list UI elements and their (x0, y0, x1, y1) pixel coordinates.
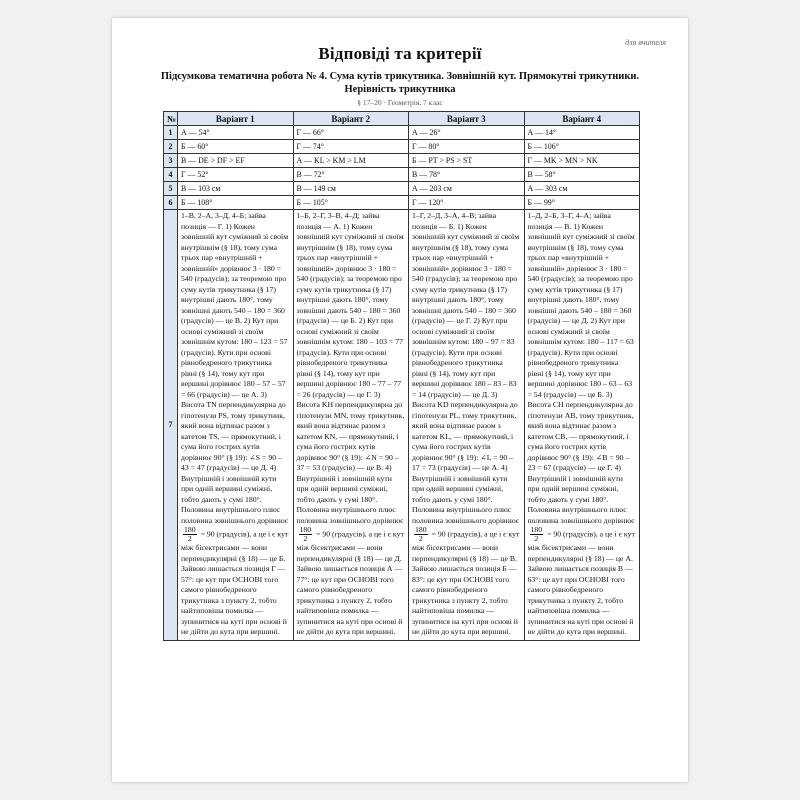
task-number: 2 (164, 140, 178, 154)
table-row (164, 140, 640, 154)
audience-label: для вчителя (625, 38, 666, 47)
answer-cell: Г — 66° (293, 126, 409, 140)
task-number: 7 (164, 210, 178, 641)
answer-cell: Б — 106° (524, 140, 640, 154)
answers-table (163, 111, 640, 641)
answer-cell: Г — 74° (293, 140, 409, 154)
answer-cell: Г — 120° (409, 196, 525, 210)
fraction-numerator: 180 (299, 525, 312, 534)
answer-cell: В — 58° (524, 168, 640, 182)
answer-sheet-page (112, 18, 688, 782)
answer-cell: А — 26° (409, 126, 525, 140)
task-number: 5 (164, 182, 178, 196)
answer-cell: А — 203 см (409, 182, 525, 196)
answer-cell: В — 78° (409, 168, 525, 182)
answer-cell: Б — 108° (178, 196, 294, 210)
column-header-variant-3: Варіант 3 (409, 112, 525, 126)
explanation-cell-variant-3 (409, 210, 525, 641)
answer-cell: Б — PT > PS > ST (409, 154, 525, 168)
answer-cell: В — 103 см (178, 182, 294, 196)
task-number: 3 (164, 154, 178, 168)
column-header-variant-4: Варіант 4 (524, 112, 640, 126)
table-row (164, 126, 640, 140)
explanation-text: 1–Б, 2–Г, 3–В, 4–Д; зайва позиція — А. 1) Кожен зовнішній кут суміжний зі своїм внутрішнім (§ 18), тому сума трьох пар «внутрішній + зовнішній» дорівнює 3 · 180 = 540 (градусів); за теоремою про суму кутів трикутника (§ 17) внутрішні дають 180°, тому зовнішні дають 540 – 180 = 360 (градусів) — це Б. 2) Кут при основі суміжний зі своїм зовнішнім кутом: 180 – 103 = 77 (градусів). Кути при основі рівнобедреного трикутника рівні (§ 14), тому кут при вершині дорівнює 180 – 77 – 77 = 26 (градусів) — це Г. 3) Висота KH перпендикулярна до гіпотенузи MN, тому трикутник, який вона відтинає разом з катетом KN, — прямокутний, і сума його гострих кутів дорівнює 90° (§ 19): ∠N = 90 – 37 = 53 (градусів) — це В. 4) Внутрішній і зовнішній кути при одній вершині суміжні, тобто дають у сумі 180°. Половина внутрішнього плюс половина зовнішнього дорівнює (296, 211, 405, 525)
answer-cell: Г — MK > MN > NK (524, 154, 640, 168)
answer-cell: Б — 60° (178, 140, 294, 154)
explanation-cell-variant-4 (524, 210, 640, 641)
table-header-row (164, 112, 640, 126)
answer-cell: А — 14° (524, 126, 640, 140)
explanation-cell-variant-2 (293, 210, 409, 641)
answer-cell: А — 303 см (524, 182, 640, 196)
table-row-explanation (164, 210, 640, 641)
fraction-numerator: 180 (530, 525, 543, 534)
explanation-cell-variant-1 (178, 210, 294, 641)
answer-cell: Г — 52° (178, 168, 294, 182)
answer-cell: А — 54° (178, 126, 294, 140)
explanation-text: = 90 (градусів), а це і є кут між бісектрисами — вони перпендикулярні (§ 18) — це Д. Зайвою лишається позиція А — 77°: це кут при ОСНОВІ того самого рівнобедреного трикутника з пункту 2, тобто найтиповіша помилка — зупинитися на куті при основі й не дійти до кута при вершині. (296, 529, 404, 636)
explanation-text: = 90 (градусів), а це і є кут між бісектрисами — вони перпендикулярні (§ 18) — це Б. Зайвою лишається позиція Г — 57°: це кут при ОСНОВІ того самого рівнобедреного трикутника з пункту 2, тобто найтиповіша помилка — зупинитися на куті при основі й не дійти до кута при вершині. (181, 529, 289, 636)
answer-cell: В — 72° (293, 168, 409, 182)
fraction (299, 526, 313, 543)
column-header-number: № (164, 112, 178, 126)
fraction-denominator: 2 (303, 534, 308, 543)
explanation-text: = 90 (градусів), а це і є кут між бісектрисами — вони перпендикулярні (§ 18) — це В. Зайвою лишається позиція Б — 83°: це кут при ОСНОВІ того самого рівнобедреного трикутника з пункту 2, тобто найтиповіша помилка — зупинитися на куті при основі й не дійти до кута при вершині. (412, 529, 520, 636)
task-number: 4 (164, 168, 178, 182)
table-row (164, 196, 640, 210)
answer-cell: Г — 80° (409, 140, 525, 154)
answer-cell: В — DE > DF > EF (178, 154, 294, 168)
fraction-denominator: 2 (187, 534, 192, 543)
table-row (164, 168, 640, 182)
fraction-numerator: 180 (415, 525, 427, 534)
column-header-variant-2: Варіант 2 (293, 112, 409, 126)
explanation-text: 1–В, 2–А, 3–Д, 4–Б; зайва позиція — Г. 1) Кожен зовнішній кут суміжний зі своїм внутрішнім (§ 18), тому сума трьох пар «внутрішній + зовнішній» дорівнює 3 · 180 = 540 (градусів); за теоремою про суму кутів трикутника (§ 17) внутрішні дають 180°, тому зовнішні дають 540 – 180 = 360 (градусів) — це В. 2) Кут при основі суміжний зі своїм зовнішнім кутом: 180 – 123 = 57 (градусів). Кути при основі рівнобедреного трикутника рівні (§ 14), тому кут при вершині дорівнює 180 – 57 – 57 = 66 (градусів) — це А. 3) Висота TN перпендикулярна до гіпотенузи PS, тому трикутник, який вона відтинає разом з катетом TS, — прямокутний, і сума його гострих кутів дорівнює 90° (§ 19): ∠S = 90 – 43 = 47 (градусів) — це Д. 4) Внутрішній і зовнішній кути при одній вершині суміжні, тобто дають у сумі 180°. Половина внутрішнього плюс половина зовнішнього дорівнює (181, 211, 289, 525)
column-header-variant-1: Варіант 1 (178, 112, 294, 126)
explanation-text: = 90 (градусів), а це і є кут між бісектрисами — вони перпендикулярні (§ 18) — це А. Зайвою лишається позиція В — 63°: це кут при ОСНОВІ того самого рівнобедреного трикутника з пункту 2, тобто найтиповіша помилка — зупинитися на куті при основі й не дійти до кута при вершині. (527, 529, 635, 636)
answer-cell: В — 149 см (293, 182, 409, 196)
answer-cell: А — KL > KM > LM (293, 154, 409, 168)
source-reference: § 17–20 · Геометрія, 7 клас (357, 98, 443, 107)
explanation-text: 1–Д, 2–Б, 3–Г, 4–А; зайва позиція — В. 1) Кожен зовнішній кут суміжний зі своїм внутрішнім (§ 18), тому сума трьох пар «внутрішній + зовнішній» дорівнює 3 · 180 = 540 (градусів); за теоремою про суму кутів трикутника (§ 17) внутрішні дають 180°, тому зовнішні дають 540 – 180 = 360 (градусів) — це Д. 2) Кут при основі суміжний зі своїм зовнішнім кутом: 180 – 117 = 63 (градусів). Кути при основі рівнобедреного трикутника рівні (§ 14), тому кут при вершині дорівнює 180 – 63 – 63 = 54 (градусів) — це Б. 3) Висота CH перпендикулярна до гіпотенузи AB, тому трикутник, який вона відтинає разом з катетом CB, — прямокутний, і сума його гострих кутів дорівнює 90° (§ 19): ∠B = 90 – 23 = 67 (градусів) — це Г. 4) Внутрішній і зовнішній кути при одній вершині суміжні, тобто дають у сумі 180°. Половина внутрішнього плюс половина зовнішнього дорівнює (527, 211, 635, 525)
fraction-numerator: 180 (184, 525, 196, 534)
fraction-denominator: 2 (418, 534, 423, 543)
answer-cell: Б — 105° (293, 196, 409, 210)
explanation-text: 1–Г, 2–Д, 3–А, 4–В; зайва позиція — Б. 1) Кожен зовнішній кут суміжний зі своїм внутрішнім (§ 18), тому сума трьох пар «внутрішній + зовнішній» дорівнює 3 · 180 = 540 (градусів); за теоремою про суму кутів трикутника (§ 17) внутрішні дають 180°, тому зовнішні дають 540 – 180 = 360 (градусів) — це Г. 2) Кут при основі суміжний зі своїм зовнішнім кутом: 180 – 97 = 83 (градусів). Кути при основі рівнобедреного трикутника рівні (§ 14), тому кут при вершині дорівнює 180 – 83 – 83 = 14 (градусів) — це Д. 3) Висота KD перпендикулярна до гіпотенузи PL, тому трикутник, який вона відтинає разом з катетом KL, — прямокутний, і сума його гострих кутів дорівнює 90° (§ 19): ∠L = 90 – 17 = 73 (градусів) — це А. 4) Внутрішній і зовнішній кути при одній вершині суміжні, тобто дають у сумі 180°. Половина внутрішнього плюс половина зовнішнього дорівнює (412, 211, 520, 525)
task-number: 6 (164, 196, 178, 210)
task-number: 1 (164, 126, 178, 140)
table-row (164, 154, 640, 168)
page-subtitle: Підсумкова тематична робота № 4. Сума кутів трикутника. Зовнішній кут. Прямокутні трикутники. Нерівність трикутника (160, 71, 640, 95)
fraction (183, 526, 197, 543)
page-title: Відповіді та критерії (318, 44, 482, 63)
table-row (164, 182, 640, 196)
fraction (530, 526, 544, 543)
fraction (414, 526, 428, 543)
answer-cell: Б — 99° (524, 196, 640, 210)
fraction-denominator: 2 (534, 534, 539, 543)
